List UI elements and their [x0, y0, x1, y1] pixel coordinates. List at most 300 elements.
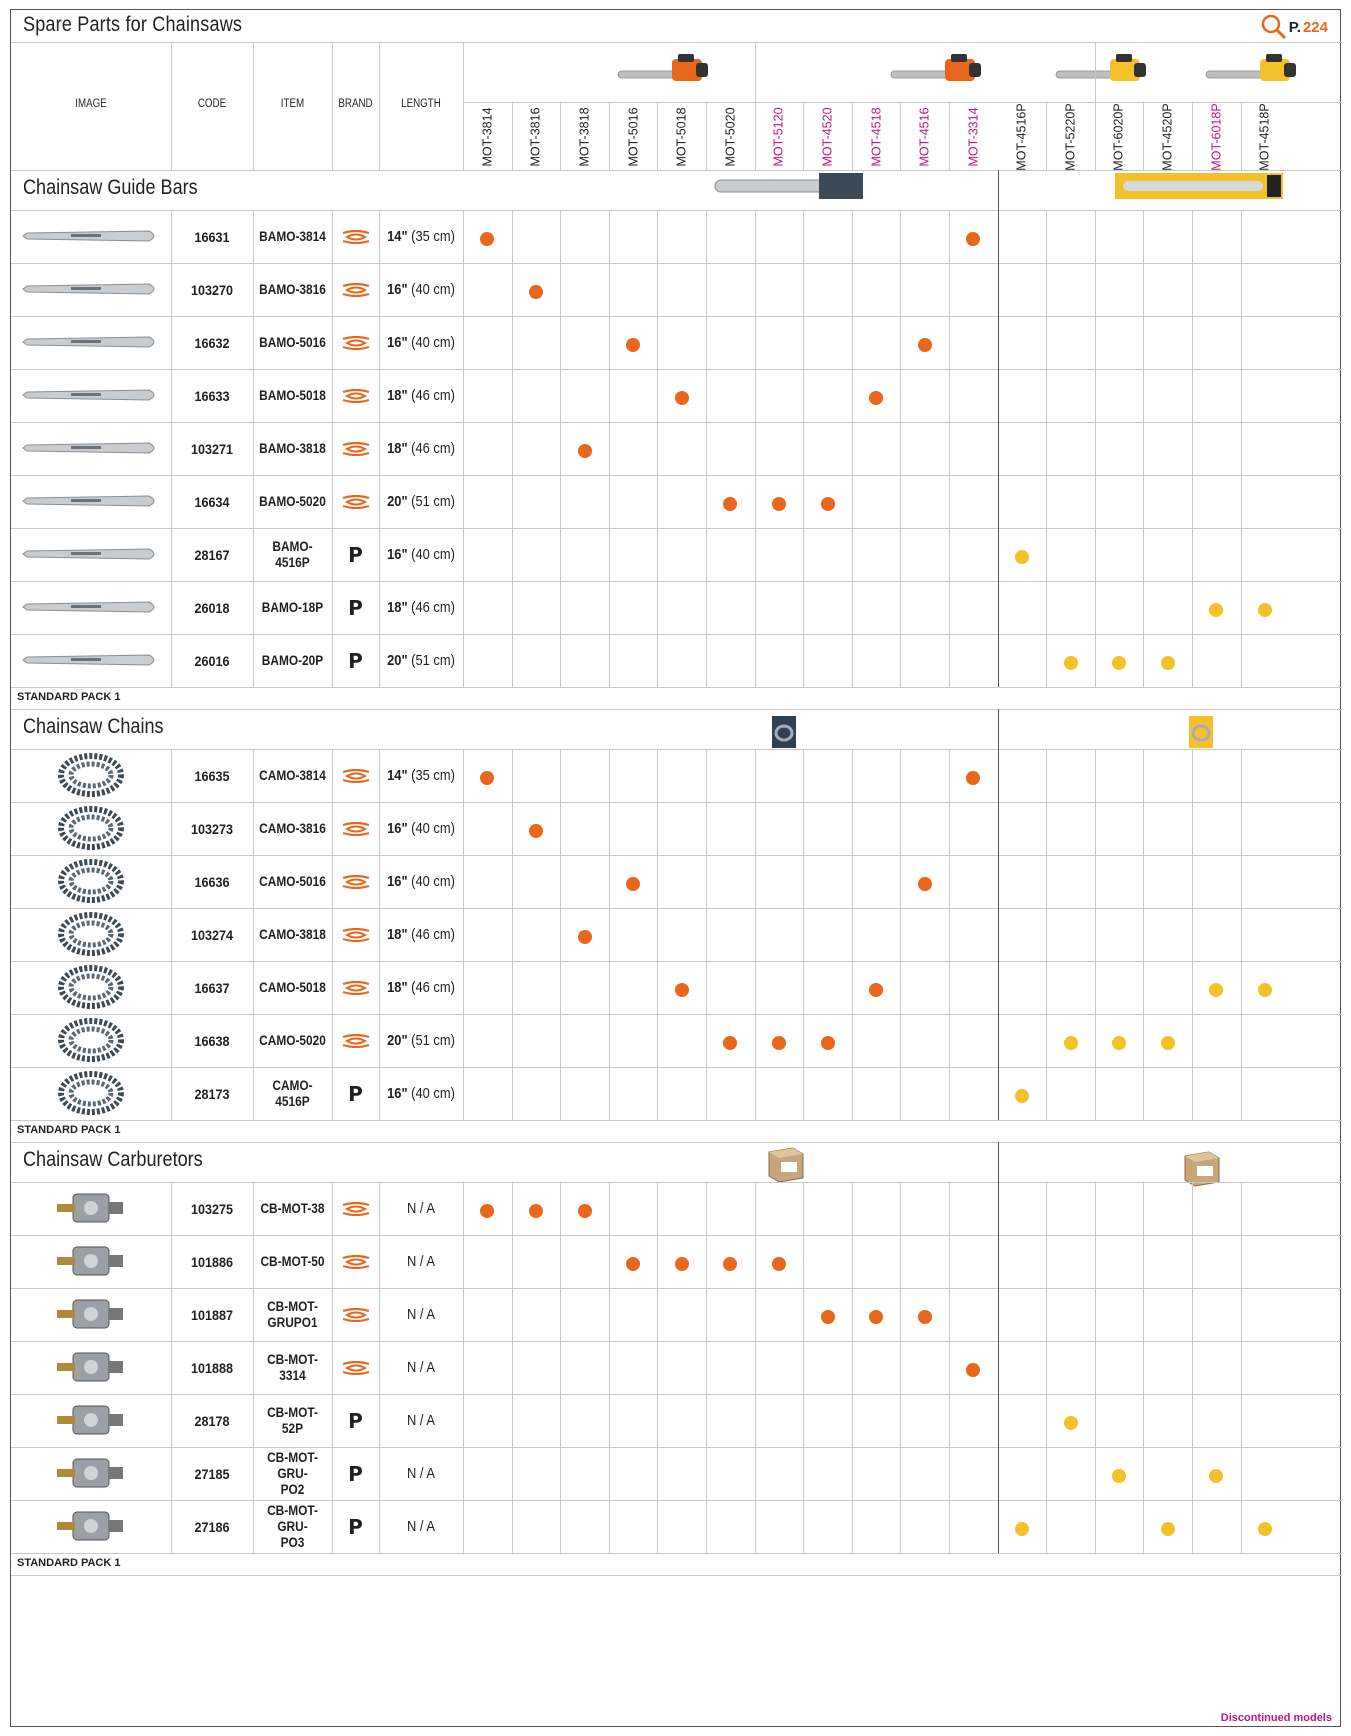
column-divider: [560, 855, 561, 908]
column-divider: [657, 581, 658, 634]
carburetor-thumbnail: [51, 1292, 131, 1341]
column-divider: [560, 263, 561, 316]
chain-thumbnail: [56, 753, 126, 802]
chainsaw-icon: [1204, 51, 1300, 92]
column-divider: [609, 581, 610, 634]
brand-logo: [332, 802, 379, 855]
column-divider: [1046, 1067, 1047, 1120]
column-divider: [998, 855, 999, 908]
compatibility-dot: [1112, 656, 1126, 670]
column-divider: [706, 634, 707, 687]
column-divider: [803, 961, 804, 1014]
magnifier-icon: [1261, 14, 1287, 40]
column-divider: [900, 961, 901, 1014]
column-divider: [609, 316, 610, 369]
product-code: 26016: [194, 652, 230, 669]
column-divider: [379, 961, 380, 1014]
column-divider: [1095, 1288, 1096, 1341]
column-divider: [512, 855, 513, 908]
column-divider: [1095, 369, 1096, 422]
product-item: BAMO-4516P: [272, 538, 313, 570]
column-divider: [900, 855, 901, 908]
row-divider: [11, 1553, 1342, 1554]
page-title: Spare Parts for Chainsaws: [23, 13, 243, 36]
column-divider: [379, 42, 380, 170]
truper-logo-icon: [341, 928, 371, 942]
brand-logo: [332, 1447, 379, 1500]
column-divider: [998, 1067, 999, 1120]
model-label: MOT-4520P: [1160, 103, 1175, 171]
column-divider: [512, 961, 513, 1014]
product-length: [385, 581, 457, 634]
product-length: [385, 749, 457, 802]
model-label: MOT-5020: [723, 107, 738, 167]
column-divider: [463, 908, 464, 961]
column-divider: [803, 422, 804, 475]
compatibility-dot: [480, 771, 494, 785]
column-divider: [253, 961, 254, 1014]
brand-logo: [332, 475, 379, 528]
column-divider: [1046, 802, 1047, 855]
compatibility-dot: [918, 1310, 932, 1324]
product-length: [385, 1235, 457, 1288]
column-divider: [755, 1014, 756, 1067]
column-divider: [609, 1500, 610, 1553]
column-divider: [609, 1235, 610, 1288]
product-code: 103274: [190, 926, 234, 943]
column-divider: [1241, 1182, 1242, 1235]
column-divider: [657, 1067, 658, 1120]
model-label: MOT-5018: [674, 107, 689, 167]
column-divider: [332, 855, 333, 908]
model-column-header: [706, 106, 755, 168]
product-item: [258, 1447, 328, 1500]
column-divider: [1241, 749, 1242, 802]
column-divider: [949, 1394, 950, 1447]
length-inches: 20": [387, 1032, 408, 1049]
column-divider: [1143, 634, 1144, 687]
product-item: CAMO-5018: [259, 979, 326, 995]
column-divider: [657, 422, 658, 475]
product-code: 16635: [194, 767, 230, 784]
column-divider: [900, 1182, 901, 1235]
column-divider: [332, 581, 333, 634]
model-label: MOT-3314: [966, 107, 981, 167]
product-item: BAMO-3816: [259, 281, 326, 297]
section-title: Chainsaw Chains: [23, 715, 164, 738]
product-length: [385, 1447, 457, 1500]
column-divider: [463, 855, 464, 908]
guide-bar-thumbnail: [21, 490, 161, 517]
length-cm: (35 cm): [411, 228, 455, 245]
column-divider: [755, 42, 756, 102]
length-inches: 16": [387, 873, 408, 890]
column-divider: [998, 316, 999, 369]
guide-bar-thumbnail: [21, 384, 161, 411]
box-icon: [1179, 1146, 1223, 1195]
column-divider: [852, 1394, 853, 1447]
carburetor-thumbnail: [51, 1239, 131, 1288]
brand-logo: [332, 581, 379, 634]
compatibility-dot: [1209, 1469, 1223, 1483]
column-divider: [1241, 528, 1242, 581]
row-divider: [11, 1120, 1342, 1121]
page-reference[interactable]: [1261, 14, 1328, 40]
item-line: CB-MOT-GRU-: [267, 1502, 318, 1534]
column-divider: [1046, 475, 1047, 528]
product-code: 28167: [194, 546, 230, 563]
truper-logo-icon: [341, 495, 371, 509]
column-divider: [253, 581, 254, 634]
column-divider: [852, 1288, 853, 1341]
column-divider: [803, 210, 804, 263]
column-divider: [609, 908, 610, 961]
column-divider: [253, 908, 254, 961]
product-item: CAMO-4516P: [272, 1077, 313, 1109]
column-divider: [852, 1182, 853, 1235]
column-divider: [706, 1394, 707, 1447]
column-divider: [332, 749, 333, 802]
column-divider: [512, 1447, 513, 1500]
product-item: BAMO-20P: [261, 652, 324, 668]
column-divider: [332, 316, 333, 369]
column-divider: [1241, 316, 1242, 369]
column-divider: [1046, 369, 1047, 422]
column-divider: [379, 422, 380, 475]
column-divider: [1241, 802, 1242, 855]
product-length: [385, 422, 457, 475]
column-divider: [755, 1394, 756, 1447]
compatibility-dot: [1161, 1036, 1175, 1050]
column-divider: [998, 1341, 999, 1394]
column-divider: [998, 1182, 999, 1235]
product-length: [385, 908, 457, 961]
column-divider: [755, 369, 756, 422]
column-divider: [852, 422, 853, 475]
guide-bar-thumbnail: [21, 278, 161, 305]
column-divider: [998, 908, 999, 961]
column-divider: [852, 1341, 853, 1394]
column-divider: [171, 1394, 172, 1447]
chain-thumbnail: [56, 806, 126, 855]
column-divider: [512, 1067, 513, 1120]
column-divider: [463, 1500, 464, 1553]
column-divider: [706, 263, 707, 316]
item-lines: [267, 1299, 318, 1331]
compatibility-dot: [821, 1036, 835, 1050]
column-divider: [852, 581, 853, 634]
compatibility-dot: [772, 1257, 786, 1271]
column-divider: [512, 475, 513, 528]
column-divider: [803, 1341, 804, 1394]
column-divider: [949, 528, 950, 581]
length-inches: 16": [387, 820, 408, 837]
item-line: PO3: [280, 1534, 305, 1550]
column-divider: [1046, 961, 1047, 1014]
column-divider: [1241, 908, 1242, 961]
product-length: [385, 210, 457, 263]
brand-logo: [332, 263, 379, 316]
column-divider: [755, 1447, 756, 1500]
column-divider: [1095, 422, 1096, 475]
column-divider: [171, 634, 172, 687]
column-divider: [706, 102, 707, 170]
length-inches: 18": [387, 387, 408, 404]
brand-logo: [332, 855, 379, 908]
column-divider: [657, 1235, 658, 1288]
column-divider: [512, 1341, 513, 1394]
column-divider: [332, 1014, 333, 1067]
column-divider: [706, 1014, 707, 1067]
column-divider: [463, 1288, 464, 1341]
product-item: CAMO-5020: [259, 1032, 326, 1048]
truper-logo-icon: [341, 822, 371, 836]
compatibility-dot: [918, 877, 932, 891]
compatibility-dot: [626, 1257, 640, 1271]
column-divider: [803, 316, 804, 369]
column-divider: [755, 855, 756, 908]
product-length: [385, 1182, 457, 1235]
column-divider: [609, 1067, 610, 1120]
model-column-header: [1241, 103, 1290, 171]
column-divider: [706, 1067, 707, 1120]
column-divider: [253, 42, 254, 170]
column-divider: [706, 855, 707, 908]
product-item: CB-MOT-38: [260, 1200, 325, 1216]
column-divider: [512, 1288, 513, 1341]
column-divider: [609, 855, 610, 908]
column-divider: [512, 263, 513, 316]
column-divider: [1241, 475, 1242, 528]
column-divider: [171, 908, 172, 961]
model-label: MOT-4518: [869, 107, 884, 167]
column-divider: [706, 1500, 707, 1553]
length-cm: (46 cm): [411, 387, 455, 404]
column-divider: [657, 908, 658, 961]
column-divider: [998, 1142, 999, 1182]
column-divider: [253, 1447, 254, 1500]
product-item: BAMO-3818: [259, 440, 326, 456]
column-divider: [1143, 581, 1144, 634]
column-divider: [1241, 1067, 1242, 1120]
column-divider: [657, 961, 658, 1014]
length-inches: 16": [387, 334, 408, 351]
column-divider: [1046, 1235, 1047, 1288]
row-divider: [11, 42, 1342, 43]
carburetor-thumbnail: [51, 1186, 131, 1235]
column-divider: [1143, 210, 1144, 263]
model-label: MOT-4518P: [1257, 103, 1272, 171]
chain-thumbnail: [56, 965, 126, 1014]
column-divider: [379, 316, 380, 369]
column-divider: [706, 316, 707, 369]
column-divider: [463, 42, 464, 170]
column-divider: [253, 210, 254, 263]
row-divider: [11, 1142, 1342, 1143]
brand-logo: [332, 1500, 379, 1553]
length-cm: (46 cm): [411, 440, 455, 457]
model-column-header: [463, 106, 512, 168]
column-divider: [657, 1014, 658, 1067]
column-divider: [463, 422, 464, 475]
column-divider: [1241, 210, 1242, 263]
column-divider: [1095, 749, 1096, 802]
column-divider: [1192, 1394, 1193, 1447]
guide-bar-thumbnail: [21, 543, 161, 570]
column-divider: [463, 316, 464, 369]
product-length: [385, 961, 457, 1014]
compatibility-dot: [869, 391, 883, 405]
column-divider: [560, 369, 561, 422]
column-divider: [253, 475, 254, 528]
column-divider: [1046, 749, 1047, 802]
column-divider: [379, 1288, 380, 1341]
product-length: [385, 1014, 457, 1067]
column-divider: [171, 263, 172, 316]
column-divider: [755, 1067, 756, 1120]
length-inches: 20": [387, 652, 408, 669]
column-divider: [171, 369, 172, 422]
section-title: Chainsaw Carburetors: [23, 1148, 203, 1171]
compatibility-dot: [578, 1204, 592, 1218]
column-divider: [1192, 102, 1193, 170]
model-column-header: [560, 106, 609, 168]
column-divider: [1095, 475, 1096, 528]
column-divider: [852, 1235, 853, 1288]
column-divider: [998, 1500, 999, 1553]
column-divider: [657, 634, 658, 687]
truper-logo-icon: [341, 283, 371, 297]
column-divider: [1095, 802, 1096, 855]
compatibility-dot: [772, 1036, 786, 1050]
column-divider: [706, 1235, 707, 1288]
length-cm: (40 cm): [411, 281, 455, 298]
column-divider: [949, 855, 950, 908]
column-divider: [253, 1288, 254, 1341]
column-divider: [803, 1447, 804, 1500]
column-divider: [1143, 316, 1144, 369]
product-code: 103271: [190, 440, 234, 457]
column-divider: [463, 1014, 464, 1067]
row-divider: [11, 709, 1342, 710]
product-item: CAMO-5016: [259, 873, 326, 889]
product-code: 103273: [190, 820, 234, 837]
column-divider: [171, 1067, 172, 1120]
column-divider: [1241, 961, 1242, 1014]
column-divider: [900, 581, 901, 634]
column-divider: [900, 475, 901, 528]
compatibility-dot: [1161, 656, 1175, 670]
column-divider: [463, 1447, 464, 1500]
length-inches: 18": [387, 979, 408, 996]
column-divider: [949, 1182, 950, 1235]
column-divider: [1143, 1500, 1144, 1553]
compatibility-dot: [1064, 1416, 1078, 1430]
compatibility-dot: [723, 1257, 737, 1271]
compatibility-dot: [626, 877, 640, 891]
model-column-header: [1143, 103, 1192, 171]
column-divider: [755, 961, 756, 1014]
column-divider: [900, 1235, 901, 1288]
column-divider: [1192, 1447, 1193, 1500]
compatibility-dot: [918, 338, 932, 352]
column-divider: [1143, 102, 1144, 170]
chain-thumbnail: [56, 859, 126, 908]
column-divider: [512, 210, 513, 263]
column-divider: [803, 528, 804, 581]
truper-logo-icon: [341, 1308, 371, 1322]
column-divider: [998, 422, 999, 475]
column-divider: [1095, 1500, 1096, 1553]
column-divider: [1095, 1235, 1096, 1288]
product-code: 16634: [194, 493, 230, 510]
column-divider: [171, 802, 172, 855]
column-divider: [1095, 316, 1096, 369]
model-label: MOT-6020P: [1112, 103, 1127, 171]
column-divider: [657, 210, 658, 263]
column-divider: [1046, 908, 1047, 961]
column-divider: [852, 475, 853, 528]
column-divider: [560, 210, 561, 263]
compatibility-dot: [626, 338, 640, 352]
column-divider: [379, 1447, 380, 1500]
column-divider: [609, 1288, 610, 1341]
column-divider: [1241, 1500, 1242, 1553]
column-divider: [512, 802, 513, 855]
column-divider: [949, 1341, 950, 1394]
column-divider: [1241, 263, 1242, 316]
column-divider: [755, 1235, 756, 1288]
column-divider: [900, 1500, 901, 1553]
model-column-header: [1095, 103, 1144, 171]
compatibility-dot: [1258, 1522, 1272, 1536]
column-divider: [755, 528, 756, 581]
brand-logo: [332, 908, 379, 961]
column-divider: [1192, 422, 1193, 475]
row-divider: [11, 1575, 1342, 1576]
column-divider: [657, 369, 658, 422]
column-divider: [1095, 1341, 1096, 1394]
column-divider: [253, 634, 254, 687]
column-divider: [1241, 1447, 1242, 1500]
column-divider: [949, 316, 950, 369]
column-divider: [755, 1341, 756, 1394]
column-divider: [463, 369, 464, 422]
column-divider: [998, 581, 999, 634]
column-divider: [755, 102, 756, 170]
length-inches: 14": [387, 767, 408, 784]
column-divider: [900, 1447, 901, 1500]
column-divider: [560, 1235, 561, 1288]
length-cm: (35 cm): [411, 767, 455, 784]
column-divider: [706, 749, 707, 802]
column-divider: [803, 102, 804, 170]
product-item: CB-MOT-50: [260, 1253, 325, 1269]
page-ref-prefix: P.: [1288, 18, 1301, 36]
column-divider: [706, 1182, 707, 1235]
column-divider: [463, 475, 464, 528]
column-divider: [1143, 749, 1144, 802]
column-divider: [171, 475, 172, 528]
column-divider: [379, 1500, 380, 1553]
product-length: [385, 855, 457, 908]
column-divider: [560, 1182, 561, 1235]
compatibility-dot: [480, 1204, 494, 1218]
column-divider: [171, 581, 172, 634]
product-code: 103275: [190, 1200, 234, 1217]
column-divider: [1192, 855, 1193, 908]
guide-bar-thumbnail: [21, 331, 161, 358]
